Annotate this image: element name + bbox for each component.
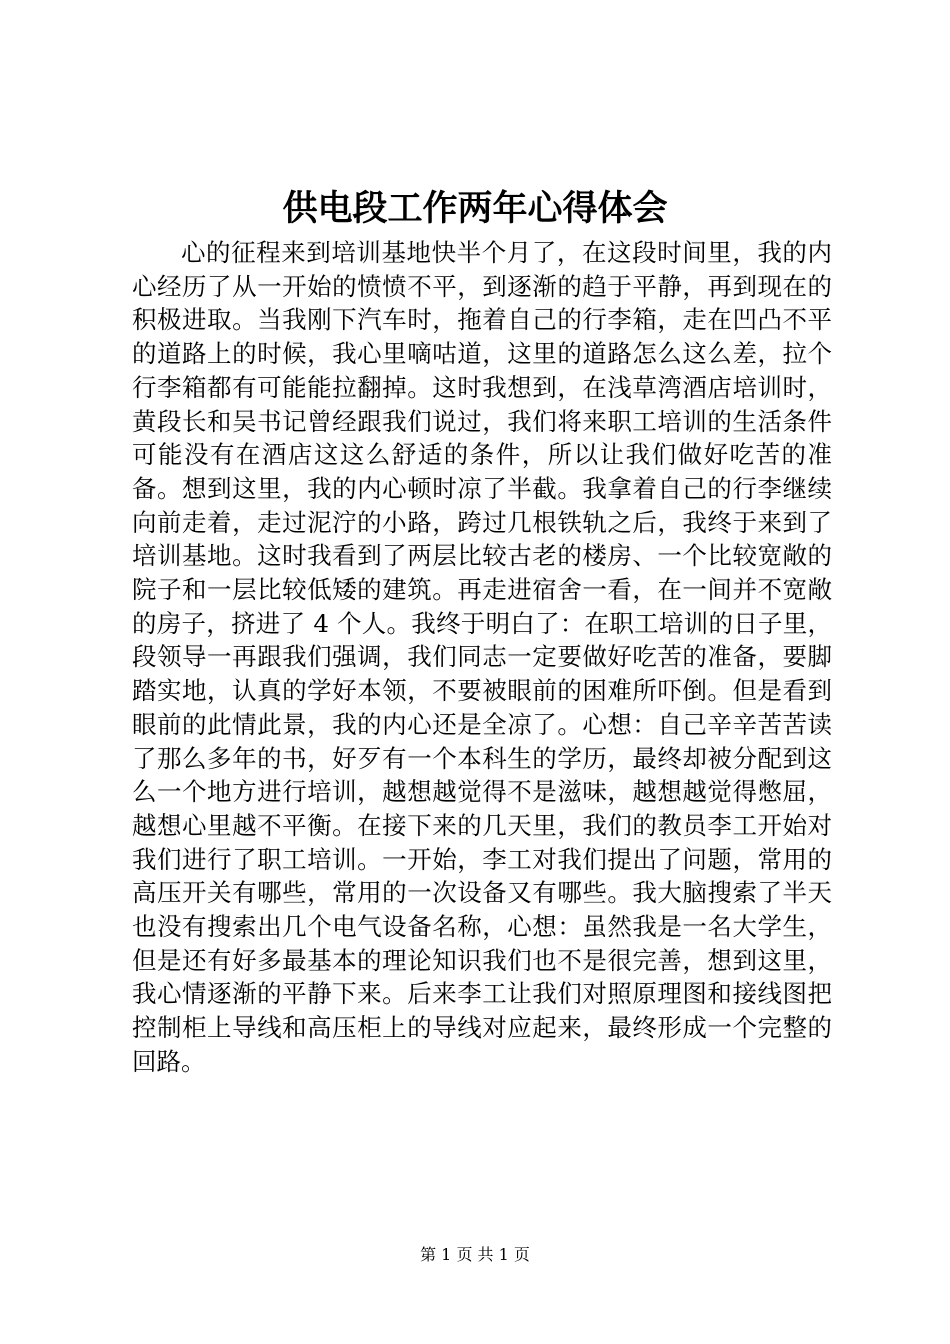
document-title: 供电段工作两年心得体会 — [282, 188, 668, 229]
page-number-footer: 第 1 页 共 1 页 — [420, 1245, 530, 1264]
body-paragraph: 心的征程来到培训基地快半个月了，在这段时间里，我的内心经历了从一开始的愤愤不平，到逐渐的趋于平静，再到现在的积极进取。当我刚下汽车时，拖着自己的行李箱，走在凹凸不平的道路上的时候，我心里嘀咕道，这里的道路怎么这么差，拉个行李箱都有可能能拉翻掉。这时我想到，在浅草湾酒店培训时，黄段长和吴书记曾经跟我们说过，我们将来职工培训的生活条件可能没有在酒店这这么舒适的条件，所以让我们做好吃苦的准备。想到这里，我的内心顿时凉了半截。我拿着自己的行李继续向前走着，走过泥泞的小路，跨过几根铁轨之后，我终于来到了培训基地。这时我看到了两层比较古老的楼房、一个比较宽敞的院子和一层比较低矮的建筑。再走进宿舍一看，在一间并不宽敞的房子，挤进了 4 个人。我终于明白了：在职工培训的日子里，段领导一再跟我们强调，我们同志一定要做好吃苦的准备，要脚踏实地，认真的学好本领，不要被眼前的困难所吓倒。但是看到眼前的此情此景，我的内心还是全凉了。心想：自己辛辛苦苦读了那么多年的书，好歹有一个本科生的学历，最终却被分配到这么一个地方进行培训，越想越觉得不是滋味，越想越觉得憋屈，越想心里越不平衡。在接下来的几天里，我们的教员李工开始对我们进行了职工培训。一开始，李工对我们提出了问题，常用的高压开关有哪些，常用的一次设备又有哪些。我大脑搜索了半天也没有搜索出几个电气设备名称，心想：虽然我是一名大学生，但是还有好多最基本的理论知识我们也不是很完善，想到这里，我心情逐渐的平静下来。后来李工让我们对照原理图和接线图把控制柜上导线和高压柜上的导线对应起来，最终形成一个完整的回路。 — [132, 238, 832, 1076]
